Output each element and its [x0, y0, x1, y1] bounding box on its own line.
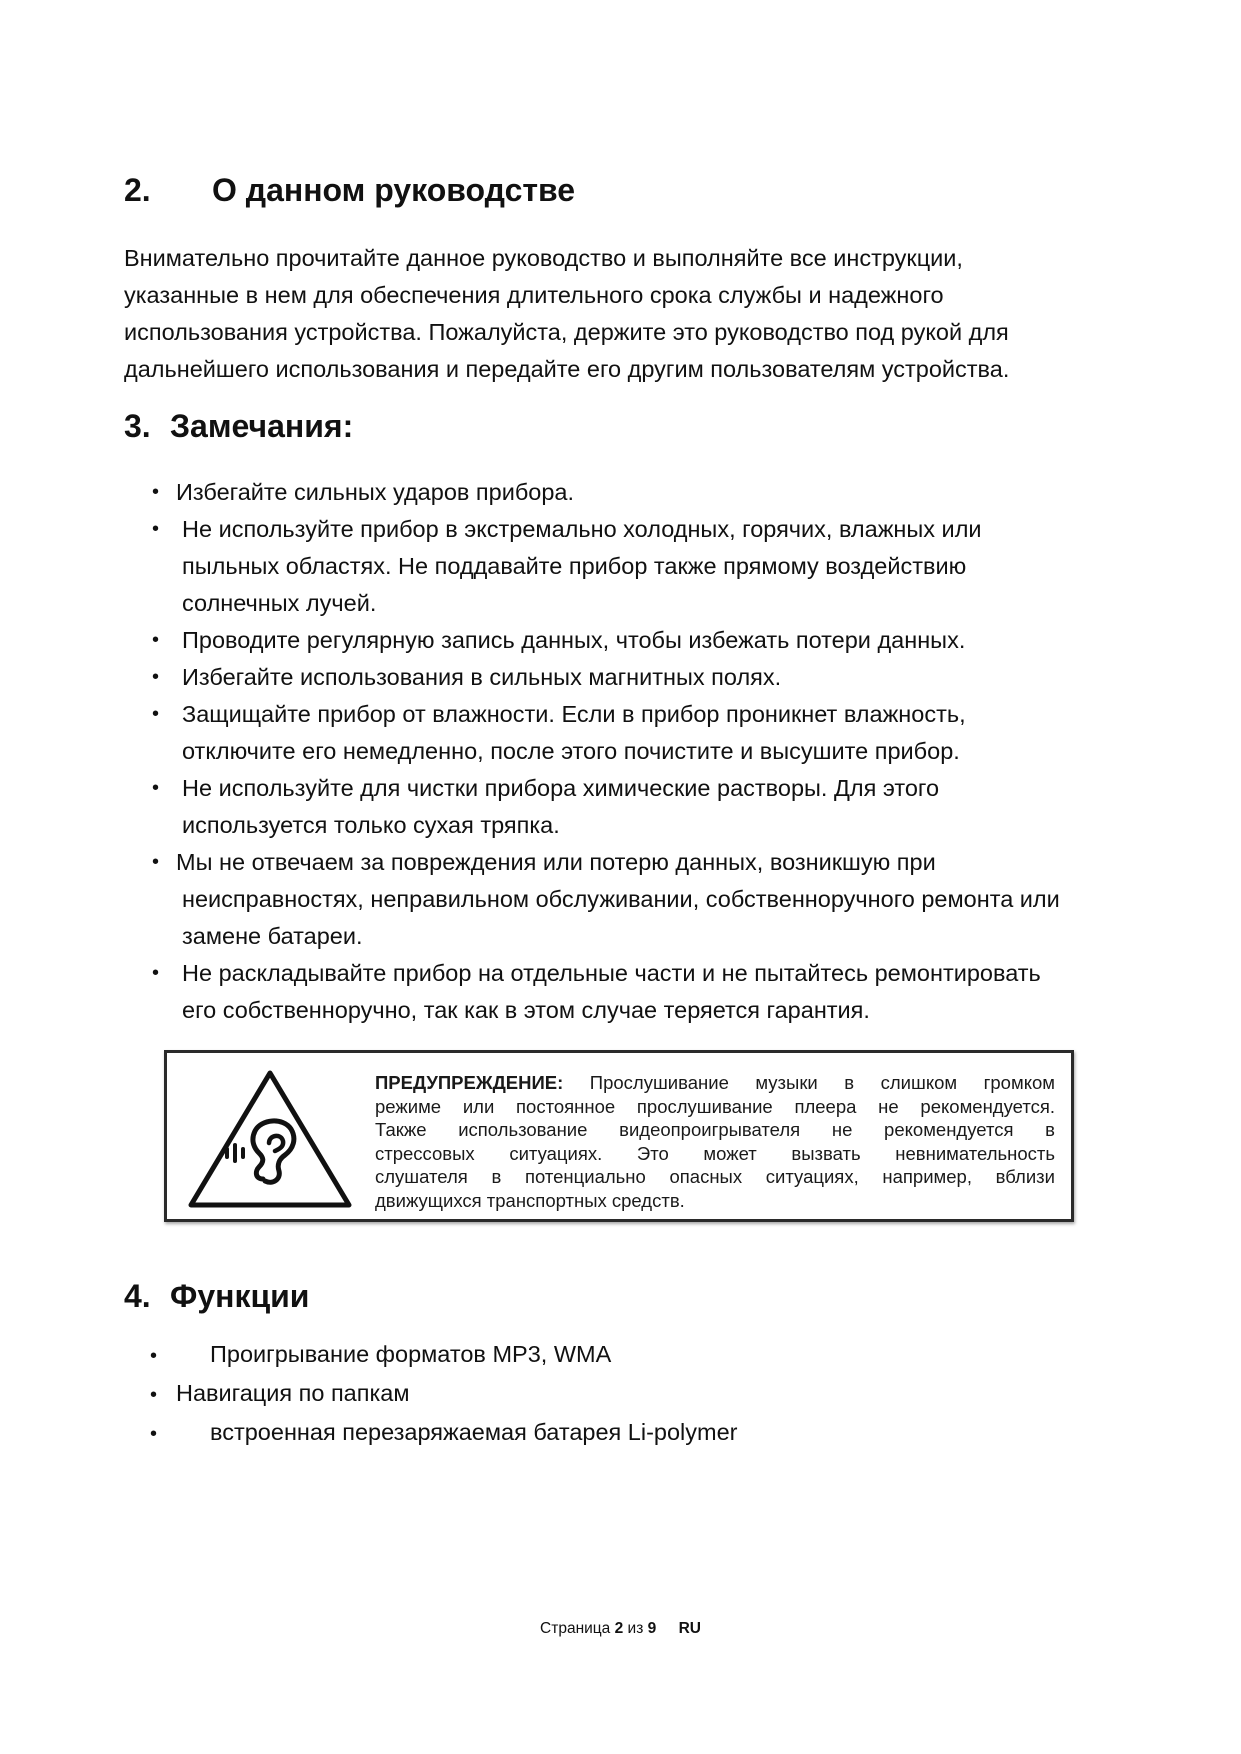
- hearing-warning-icon: [185, 1067, 355, 1213]
- section-heading-notes: [124, 408, 353, 445]
- bullet-icon: •: [150, 1384, 158, 1406]
- list-item: [150, 1336, 738, 1375]
- list-item: [148, 622, 1148, 659]
- paragraph-line: Внимательно прочитайте данное руководство и выполняйте все инструкции,: [124, 245, 963, 271]
- bullet-icon: •: [152, 666, 160, 688]
- page-current: 2: [614, 1620, 624, 1637]
- intro-paragraph: [124, 240, 1124, 388]
- list-item-text: Мы не отвечаем за повреждения или потерю данных, возникшую при: [176, 849, 936, 875]
- list-item-text: замене батареи.: [182, 923, 363, 949]
- list-item-text: Проигрывание форматов MP3, WMA: [210, 1341, 612, 1367]
- section-number: 2.: [124, 172, 151, 208]
- list-item-text: Проводите регулярную запись данных, чтобы избежать потери данных.: [182, 627, 966, 653]
- warning-label: ПРЕДУПРЕЖДЕНИЕ:: [375, 1072, 564, 1093]
- list-item-text: Не используйте для чистки прибора химические растворы. Для этого: [182, 775, 940, 801]
- list-item-text: используется только сухая тряпка.: [182, 812, 560, 838]
- bullet-icon: •: [150, 1423, 158, 1445]
- list-item-text: встроенная перезаряжаемая батарея Li-polymer: [210, 1419, 738, 1445]
- list-item-text: неисправностях, неправильном обслуживании, собственноручного ремонта или: [182, 886, 1060, 912]
- bullet-icon: •: [150, 1345, 158, 1367]
- warning-line: слушателя в потенциально опасных ситуациях, например, вблизи: [375, 1166, 1055, 1187]
- warning-line: стрессовых ситуациях. Это может вызвать невнимательность: [375, 1142, 1055, 1164]
- list-item: [148, 474, 1148, 511]
- section-title: О данном руководстве: [212, 172, 576, 208]
- list-item: [148, 659, 1148, 696]
- bullet-icon: •: [152, 962, 160, 984]
- bullet-icon: •: [152, 777, 160, 799]
- bullet-icon: •: [152, 518, 160, 540]
- list-item-text: его собственноручно, так как в этом случае теряется гарантия.: [182, 997, 870, 1023]
- list-item-text: Избегайте сильных ударов прибора.: [176, 479, 575, 505]
- warning-box: [164, 1050, 1074, 1222]
- list-item-text: отключите его немедленно, после этого почистите и высушите прибор.: [182, 738, 960, 764]
- section-title: Функции: [170, 1278, 310, 1314]
- list-item: [148, 696, 1148, 770]
- list-item-text: солнечных лучей.: [182, 590, 377, 616]
- warning-text: [375, 1071, 1055, 1212]
- list-item-text: Не используйте прибор в экстремально холодных, горячих, влажных или: [182, 516, 982, 542]
- list-item-text: пыльных областях. Не поддавайте прибор также прямому воздействию: [182, 553, 967, 579]
- bullet-icon: •: [152, 851, 160, 873]
- list-item: [148, 955, 1148, 1029]
- notes-list: [148, 474, 1148, 1029]
- warning-line: Прослушивание музыки в слишком громком: [589, 1072, 1056, 1093]
- warning-line: Также использование видеопроигрывателя не рекомендуется в: [375, 1119, 1055, 1140]
- page-word: Страница: [540, 1620, 611, 1637]
- section-number: 4.: [124, 1278, 151, 1314]
- section-heading-about: [124, 172, 575, 209]
- page-footer: [0, 1620, 1241, 1638]
- section-heading-functions: [124, 1278, 309, 1315]
- list-item-text: Не раскладывайте прибор на отдельные части и не пытайтесь ремонтировать: [182, 960, 1041, 986]
- warning-line: режиме или постоянное прослушивание плеера не рекомендуется.: [375, 1095, 1055, 1117]
- features-list: [150, 1336, 738, 1453]
- paragraph-line: указанные в нем для обеспечения длительного срока службы и надежного: [124, 282, 944, 308]
- paragraph-line: дальнейшего использования и передайте его другим пользователям устройства.: [124, 356, 1010, 382]
- list-item: [150, 1414, 738, 1453]
- section-title: Замечания:: [170, 408, 354, 444]
- list-item: [148, 844, 1148, 955]
- bullet-icon: •: [152, 629, 160, 651]
- bullet-icon: •: [152, 481, 160, 503]
- warning-line: движущихся транспортных средств.: [375, 1189, 685, 1211]
- list-item: [150, 1375, 738, 1414]
- list-item-text: Избегайте использования в сильных магнитных полях.: [182, 664, 782, 690]
- of-word: из: [627, 1620, 644, 1637]
- paragraph-line: использования устройства. Пожалуйста, держите это руководство под рукой для: [124, 319, 1009, 345]
- page-total: 9: [647, 1620, 657, 1637]
- list-item-text: Навигация по папкам: [176, 1380, 410, 1406]
- language-code: RU: [678, 1620, 701, 1637]
- list-item: [148, 511, 1148, 622]
- list-item: [148, 770, 1148, 844]
- section-number: 3.: [124, 408, 151, 444]
- list-item-text: Защищайте прибор от влажности. Если в прибор проникнет влажность,: [182, 701, 966, 727]
- bullet-icon: •: [152, 703, 160, 725]
